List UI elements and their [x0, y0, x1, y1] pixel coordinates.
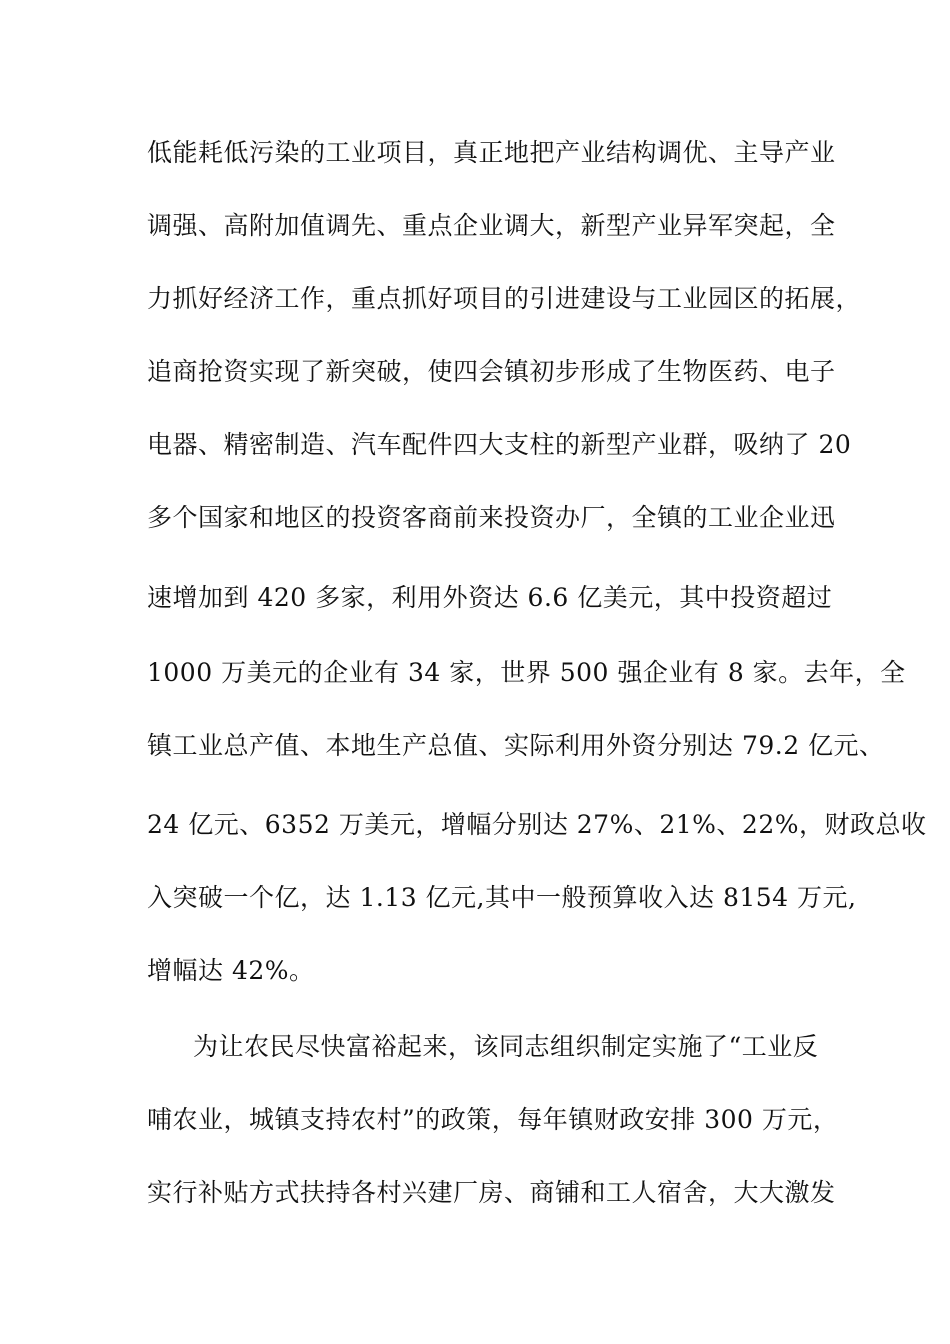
text-line: 1000 万美元的企业有 34 家，世界 500 强企业有 8 家。去年，全 [147, 658, 906, 687]
text-line: 增幅达 42%。 [147, 956, 315, 985]
text-line: 追商抢资实现了新突破，使四会镇初步形成了生物医药、电子 [147, 357, 836, 386]
text-line: 实行补贴方式扶持各村兴建厂房、商铺和工人宿舍，大大激发 [147, 1178, 836, 1207]
text-line: 24 亿元、6352 万美元，增幅分别达 27%、21%、22%，财政总收 [147, 810, 927, 839]
text-line: 低能耗低污染的工业项目，真正地把产业结构调优、主导产业 [147, 138, 836, 167]
text-line: 电器、精密制造、汽车配件四大支柱的新型产业群，吸纳了 20 [147, 430, 852, 459]
text-line: 哺农业，城镇支持农村”的政策，每年镇财政安排 300 万元， [147, 1105, 839, 1134]
paragraph-first-line: 为让农民尽快富裕起来，该同志组织制定实施了“工业反 [193, 1032, 819, 1061]
text-line: 多个国家和地区的投资客商前来投资办厂，全镇的工业企业迅 [147, 503, 836, 532]
text-line: 调强、高附加值调先、重点企业调大，新型产业异军突起，全 [147, 211, 836, 240]
text-line: 镇工业总产值、本地生产总值、实际利用外资分别达 79.2 亿元、 [147, 731, 885, 760]
text-line: 入突破一个亿，达 1.13 亿元,其中一般预算收入达 8154 万元, [147, 883, 857, 912]
text-line: 力抓好经济工作，重点抓好项目的引进建设与工业园区的拓展， [147, 284, 862, 313]
text-line: 速增加到 420 多家，利用外资达 6.6 亿美元，其中投资超过 [147, 583, 833, 612]
